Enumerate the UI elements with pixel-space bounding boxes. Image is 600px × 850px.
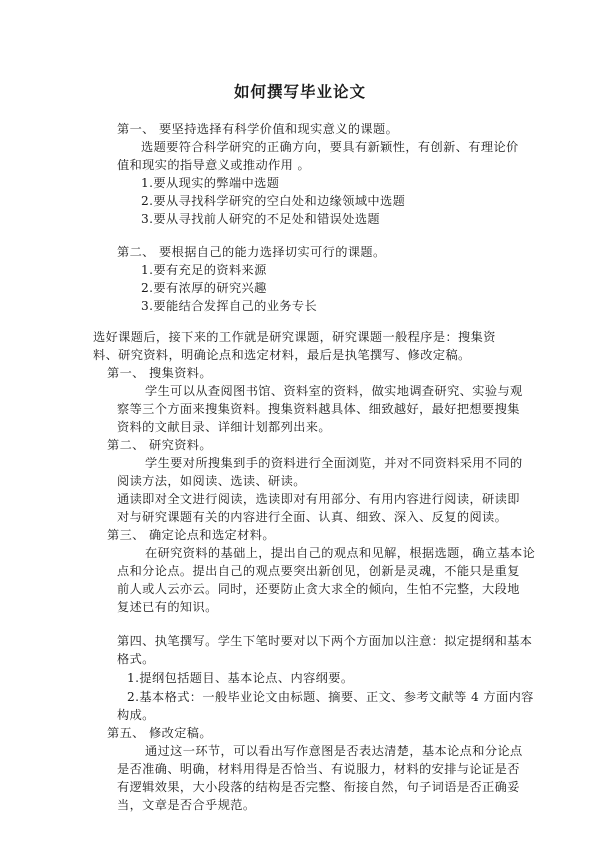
section1-paragraph-line: 选题要符合科学研究的正确方向，要具有新颖性，有创新、有理论价 [141,140,519,154]
step2-line: 通读即对全文进行阅读，选读即对有用部分、有用内容进行阅读，研读即 [117,492,520,506]
step3-line: 在研究资料的基础上，提出自己的观点和见解，根据选题，确立基本论 [145,546,536,560]
step4-line: 第四、执笔撰写。学生下笔时要对以下两个方面加以注意：拟定提纲和基本 [117,634,533,648]
section1-list-item: 3.要从寻找前人研究的不足处和错误处选题 [141,212,381,226]
step5-line: 有逻辑效果，大小段落的结构是否完整、衔接自然，句子词语是否正确妥 [117,780,520,794]
step1-heading: 第一、 搜集资料。 [107,366,212,380]
intro-line: 选好课题后，接下来的工作就是研究课题，研究课题一般程序是：搜集资 [93,330,496,344]
section1-heading: 第一、 要坚持选择有科学价值和现实意义的课题。 [117,122,399,136]
step4-list-item: 构成。 [117,708,155,722]
section2-list-item: 2.要有浓厚的研究兴趣 [141,281,267,295]
step5-line: 当，文章是否合乎规范。 [117,798,256,812]
step2-heading: 第二、 研究资料。 [107,438,212,452]
step4-line: 格式。 [117,652,155,666]
section1-list-item: 2.要从寻找科学研究的空白处和边缘领域中选题 [141,194,406,208]
section2-list-item: 3.要能结合发挥自己的业务专长 [141,299,318,313]
step1-line: 察等三个方面来搜集资料。搜集资料越具体、细致越好，最好把想要搜集 [117,402,520,416]
step5-line: 是否准确、明确，材料用得是否恰当、有说服力，材料的安排与论证是否 [117,762,520,776]
section1-list-item: 1.要从现实的弊端中选题 [141,176,280,190]
step4-list-item: 1.提纲包括题目、基本论点、内容纲要。 [127,671,354,685]
document-title: 如何撰写毕业论文 [233,82,366,101]
section2-list-item: 1.要有充足的资料来源 [141,263,267,277]
step1-line: 资料的文献目录、详细计划都列出来。 [117,420,331,434]
step1-line: 学生可以从查阅图书馆、资料室的资料，做实地调查研究、实验与观 [145,384,523,398]
step4-list-item: 2.基本格式：一般毕业论文由标题、摘要、正文、参考文献等 4 方面内容 [127,690,534,704]
step3-line: 前人或人云亦云。同时，还要防止贪大求全的倾向，生怕不完整，大段地 [117,582,520,596]
step5-line: 通过这一环节，可以看出写作意图是否表达清楚，基本论点和分论点 [145,744,523,758]
section1-paragraph-line: 值和现实的指导意义或推动作用 。 [117,158,311,172]
step5-heading: 第五、 修改定稿。 [107,726,212,740]
step3-line: 复述已有的知识。 [117,600,218,614]
step2-line: 学生要对所搜集到手的资料进行全面浏览，并对不同资料采用不同的 [145,456,523,470]
step3-line: 点和分论点。提出自己的观点要突出新创见，创新是灵魂，不能只是重复 [117,564,520,578]
section2-heading: 第二、 要根据自己的能力选择切实可行的课题。 [117,245,386,259]
step2-line: 对与研究课题有关的内容进行全面、认真、细致、深入、反复的阅读。 [117,510,508,524]
step2-line: 阅读方法，如阅读、选读、研读。 [117,474,306,488]
intro-line: 料、研究资料，明确论点和选定材料，最后是执笔撰写、修改定稿。 [93,348,471,362]
step3-heading: 第三、 确定论点和选定材料。 [107,528,275,542]
